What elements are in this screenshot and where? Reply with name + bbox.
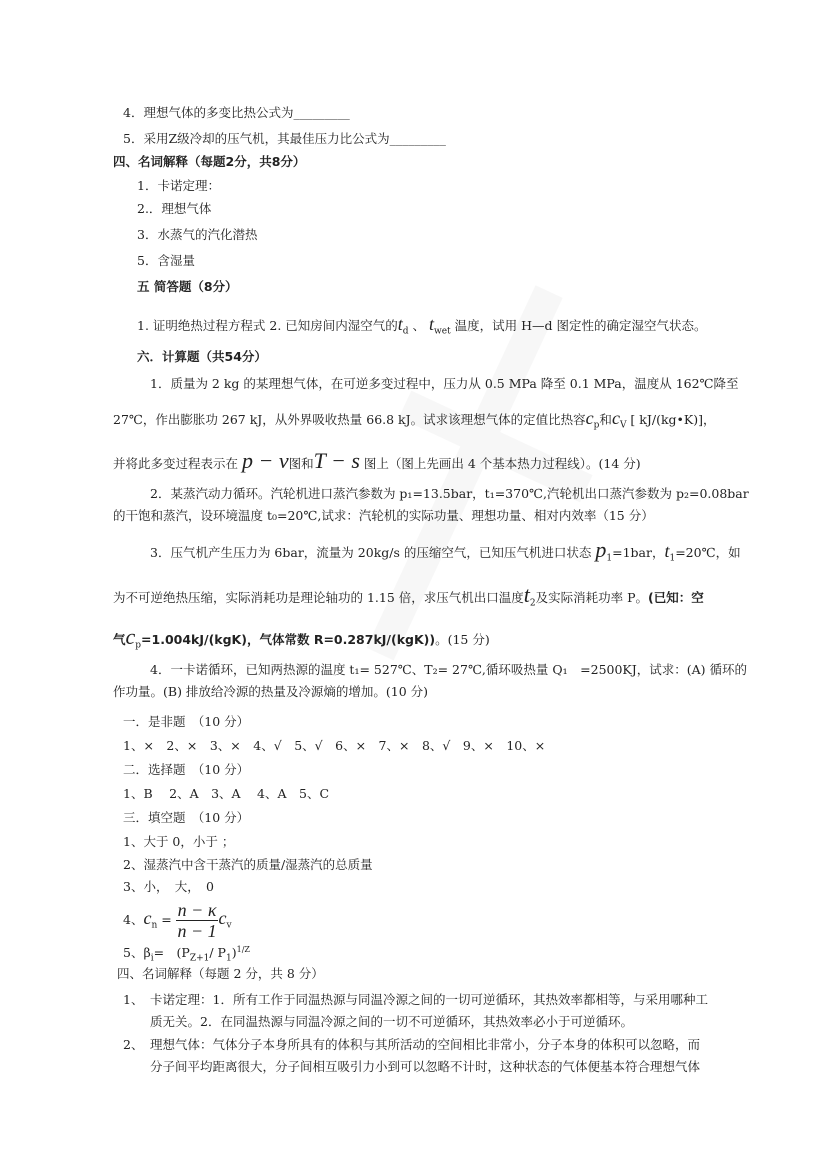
- answer-3-3: 3、小， 大， 0: [123, 879, 214, 894]
- text: 、: [408, 318, 430, 333]
- calc-q3-line1: [150, 537, 741, 568]
- math: c: [218, 908, 227, 928]
- question-4: 4．理想气体的多变比热公式为_________: [123, 105, 350, 120]
- math-t1: t: [664, 541, 670, 561]
- sub: v: [226, 920, 232, 931]
- text: 5、β: [123, 945, 151, 961]
- text: =20℃，如: [675, 545, 741, 560]
- math-twet: t: [429, 314, 435, 334]
- math-p1: p: [595, 537, 607, 562]
- text: 气: [113, 632, 126, 647]
- answer-3-2: 2、湿蒸汽中含干蒸汽的质量/湿蒸汽的总质量: [123, 857, 373, 872]
- math-t2: t: [523, 582, 530, 607]
- sub: 2: [529, 598, 536, 609]
- math-cv: c: [611, 408, 620, 428]
- fraction: [176, 900, 219, 941]
- answer-4-1-line1: 卡诺定理：1．所有工作于同温热源与同温冷源之间的一切可逆循环，其热效率都相等，与采用哪种工: [150, 992, 708, 1007]
- answer-section-1: 1、× 2、× 3、× 4、√ 5、√ 6、× 7、× 8、√ 9、× 10、×: [123, 738, 546, 753]
- text: 27℃，作出膨胀功 267 kJ，从外界吸收热量 66.8 kJ。试求该理想气体的定值比热容: [113, 412, 586, 427]
- calc-q3-line2: [113, 582, 704, 613]
- answer-section-1-title: 一．是非题 （10 分）: [123, 714, 250, 729]
- answer-4-2-line2: 分子间平均距离很大，分子间相互吸引力小到可以忽略不计时，这种状态的气体便基本符合理想气体: [150, 1059, 701, 1074]
- text: 图和: [288, 456, 314, 471]
- math-td: t: [397, 314, 403, 334]
- denominator: n − 1: [177, 921, 217, 941]
- answer-4-1-num: 1、: [123, 992, 144, 1007]
- calc-q3-line3: [113, 624, 490, 655]
- sub: V: [619, 420, 627, 431]
- term-item: 3．水蒸气的汽化潜热: [137, 227, 258, 242]
- text: =: [157, 912, 176, 927]
- answer-3-4: [123, 896, 232, 948]
- text: 和: [599, 412, 612, 427]
- term-item: 5．含湿量: [137, 253, 195, 268]
- sub: 1: [669, 553, 676, 564]
- answer-section-4-title: 四、名词解释（每题 2 分，共 8 分）: [117, 966, 324, 981]
- text: 1. 证明绝热过程方程式 2. 已知房间内湿空气的: [137, 318, 398, 333]
- sup: 1/Z: [236, 945, 250, 954]
- calc-q4-line1: 4．一卡诺循环，已知两热源的温度 t₁= 527℃、T₂= 27℃,循环吸热量 Q₁ =2500KJ，试求：(A) 循环的: [150, 662, 748, 677]
- text: =1.004kJ/(kgK)，气体常数 R=0.287kJ/(kgK)): [141, 632, 436, 647]
- question-5: 5．采用Z级冷却的压气机，其最佳压力比公式为_________: [123, 131, 446, 146]
- sub: p: [593, 420, 600, 431]
- sub: Z+1: [189, 953, 210, 964]
- text: / P: [209, 945, 226, 961]
- calc-q2-line2: 的干饱和蒸汽，设环境温度 t₀=20℃,试求：汽轮机的实际功量、理想功量、相对内效率（15 分）: [113, 508, 654, 523]
- text: 图上（图上先画出 4 个基本热力过程线）。(14 分): [363, 456, 641, 471]
- sub: n: [151, 920, 158, 931]
- calc-q2-line1: 2．某蒸汽动力循环。汽轮机进口蒸汽参数为 p₁=13.5bar，t₁=370℃,汽轮机出口蒸汽参数为 p₂=0.08bar: [150, 486, 749, 501]
- text: 4、: [123, 912, 144, 927]
- answer-section-2-title: 二．选择题 （10 分）: [123, 762, 250, 777]
- math-ts: T − s: [313, 448, 360, 473]
- text: = (P: [153, 945, 190, 961]
- calc-q1-line2: [113, 409, 716, 435]
- text: 为不可逆绝热压缩，实际消耗功是理论轴功的 1.15 倍，求压气机出口温度: [113, 590, 524, 605]
- answer-3-5: [123, 941, 250, 968]
- text: 温度，试用 H—d 图定性的确定湿空气状态。: [450, 318, 707, 333]
- answer-section-2: 1、B 2、A 3、A 4、A 5、C: [123, 786, 330, 801]
- section-5-title: 五 简答题（8分）: [137, 279, 238, 294]
- math-cp: c: [125, 624, 136, 649]
- text: 3．压气机产生压力为 6bar，流量为 20kg/s 的压缩空气，已知压气机进口状态: [150, 545, 592, 560]
- answer-3-1: 1、大于 0，小于 ；: [123, 834, 235, 849]
- text: =1bar，: [612, 545, 665, 560]
- text: 。(15 分): [435, 632, 490, 647]
- answer-4-2-line1: 理想气体：气体分子本身所具有的体积与其所活动的空间相比非常小，分子本身的体积可以忽略，而: [150, 1037, 701, 1052]
- answer-section-3-title: 三．填空题 （10 分）: [123, 810, 250, 825]
- answer-4-1-line2: 质无关。2．在同温热源与同温冷源之间的一切不可逆循环，其热效率必小于可逆循环。: [150, 1014, 633, 1029]
- sub: d: [402, 326, 409, 337]
- term-item: 1．卡诺定理：: [137, 178, 220, 193]
- sub: p: [135, 640, 142, 651]
- section-6-title: 六．计算题（共54分）: [137, 349, 267, 364]
- answer-4-2-num: 2、: [123, 1037, 144, 1052]
- text: 及实际消耗功率 P。: [535, 590, 649, 605]
- text: (已知：空: [648, 590, 704, 605]
- sub: wet: [434, 326, 451, 337]
- short-answer-question: [137, 315, 707, 341]
- sub: 1: [606, 553, 613, 564]
- calc-q1-line1: 1．质量为 2 kg 的某理想气体，在可逆多变过程中，压力从 0.5 MPa 降至 0.1 MPa，温度从 162℃降至: [150, 376, 739, 391]
- section-4-title: 四、名词解释（每题2分，共8分）: [113, 154, 306, 169]
- text: [ kJ/(kg•K)]，: [630, 412, 716, 427]
- text: 并将此多变过程表示在: [113, 456, 239, 471]
- text: ): [231, 945, 237, 961]
- calc-q1-line3: [113, 448, 641, 473]
- math-pv: p − v: [242, 448, 289, 473]
- math-cp: c: [585, 408, 594, 428]
- calc-q4-line2: 作功量。(B) 排放给冷源的热量及冷源熵的增加。(10 分): [113, 684, 429, 699]
- numerator: n − κ: [177, 900, 217, 920]
- sub: i: [150, 953, 154, 964]
- term-item: 2.．理想气体: [137, 201, 212, 216]
- sub: 1: [225, 953, 232, 964]
- math: c: [143, 908, 152, 928]
